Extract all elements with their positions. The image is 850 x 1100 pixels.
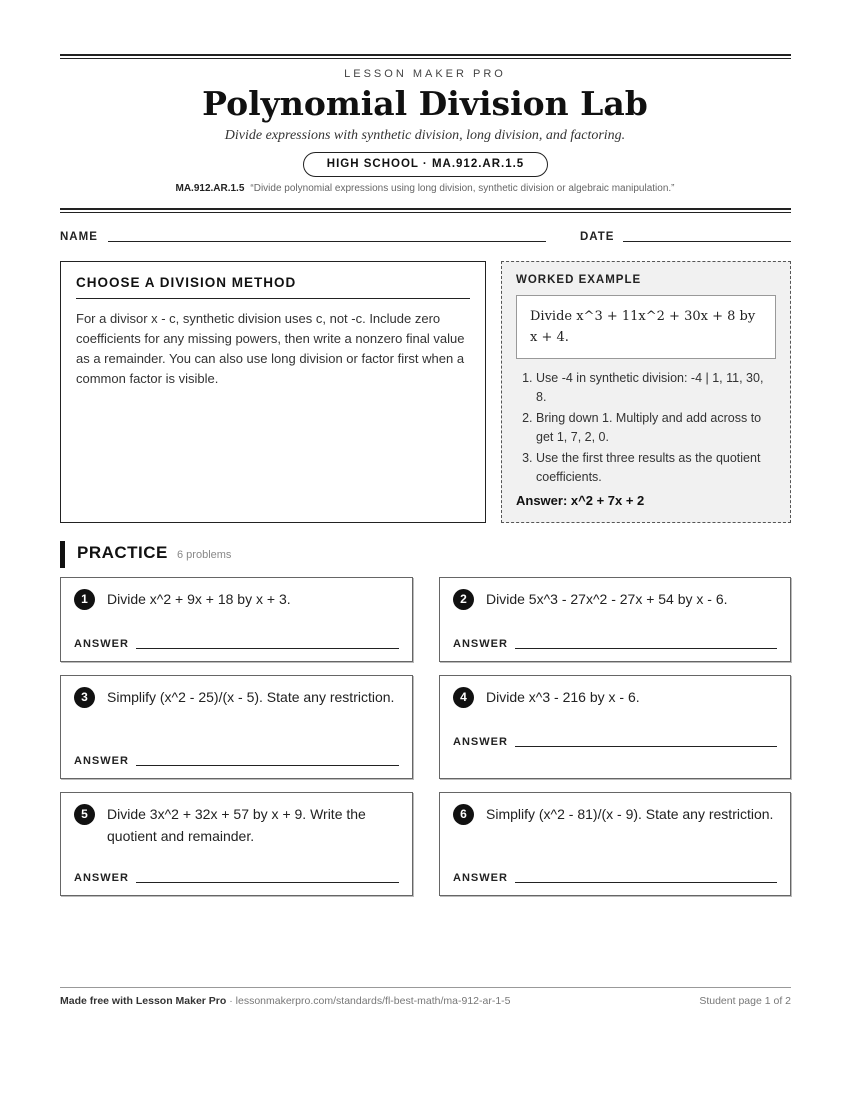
footer-made-with: Made free with Lesson Maker Pro	[60, 995, 227, 1007]
problem-card-2	[439, 577, 791, 662]
example-step: 2. Bring down 1. Multiply and add across to get 1, 7, 2, 0.	[536, 409, 776, 447]
example-title: WORKED EXAMPLE	[516, 274, 642, 286]
method-title: CHOOSE A DIVISION METHOD	[76, 275, 470, 299]
practice-accent-bar	[60, 541, 65, 568]
standard-line	[0, 183, 850, 194]
answer-line[interactable]	[136, 882, 399, 883]
footer-credit: Made free with Lesson Maker Pro · lessonmakerpro.com/standards/fl-best-math/ma-912-ar-1-5	[60, 995, 511, 1007]
level-badge: HIGH SCHOOL · MA.912.AR.1.5	[303, 152, 548, 177]
page-subtitle: Divide expressions with synthetic division, long division, and factoring.	[224, 128, 626, 143]
answer-label: ANSWER	[74, 755, 129, 767]
standard-text: “Divide polynomial expressions using long division, synthetic division or algebraic manipulation.”	[250, 183, 675, 194]
problem-number-badge: 5	[74, 804, 95, 825]
problem-card-3	[60, 675, 413, 779]
answer-label: ANSWER	[74, 872, 129, 884]
practice-count: 6 problems	[177, 549, 232, 561]
example-step: 3. Use the first three results as the quotient coefficients.	[536, 449, 776, 487]
answer-line[interactable]	[136, 765, 399, 766]
problem-number-badge: 2	[453, 589, 474, 610]
answer-line[interactable]	[515, 648, 777, 649]
answer-line[interactable]	[515, 746, 777, 747]
problem-text: Simplify (x^2 - 25)/(x - 5). State any restriction.	[107, 689, 395, 705]
worked-example-panel	[501, 261, 791, 523]
footer-rule	[60, 987, 791, 988]
answer-label: ANSWER	[453, 872, 508, 884]
problem-number-badge: 1	[74, 589, 95, 610]
problem-number-badge: 4	[453, 687, 474, 708]
problem-card-1	[60, 577, 413, 662]
practice-title: PRACTICE	[77, 543, 168, 562]
problem-number-badge: 3	[74, 687, 95, 708]
answer-line[interactable]	[515, 882, 777, 883]
header-bottom-rule	[60, 208, 791, 213]
problem-text: Divide 5x^3 - 27x^2 - 27x + 54 by x - 6.	[486, 591, 728, 607]
page-title: Polynomial Division Lab	[202, 84, 648, 123]
problem-card-6	[439, 792, 791, 896]
name-label: NAME	[60, 231, 98, 243]
answer-label: ANSWER	[453, 638, 508, 650]
method-text: For a divisor x - c, synthetic division uses c, not -c. Include zero coefficients for any missing powers, then write a nonzero final value as a remainder. You can also use long division or factor first when a common factor is visible.	[76, 311, 465, 386]
name-line[interactable]	[108, 241, 546, 242]
brand-label: LESSON MAKER PRO	[344, 68, 506, 80]
header-top-rule	[60, 54, 791, 59]
problem-text: Divide x^3 - 216 by x - 6.	[486, 689, 640, 705]
problem-text: Simplify (x^2 - 81)/(x - 9). State any restriction.	[486, 806, 774, 822]
problem-card-4	[439, 675, 791, 779]
problem-text: Divide x^2 + 9x + 18 by x + 3.	[107, 591, 291, 607]
standard-code: MA.912.AR.1.5	[175, 183, 245, 194]
date-label: DATE	[580, 231, 615, 243]
method-panel	[60, 261, 486, 523]
example-prompt: Divide x^3 + 11x^2 + 30x + 8 by x + 4.	[516, 295, 776, 359]
problem-text: Divide 3x^2 + 32x + 57 by x + 9. Write the quotient and remainder.	[107, 806, 366, 844]
footer-url[interactable]: lessonmakerpro.com/standards/fl-best-math/ma-912-ar-1-5	[235, 995, 511, 1007]
answer-label: ANSWER	[453, 736, 508, 748]
example-steps	[516, 369, 776, 487]
date-line[interactable]	[623, 241, 791, 242]
problem-card-5	[60, 792, 413, 896]
example-step: 1. Use -4 in synthetic division: -4 | 1, 11, 30, 8.	[536, 369, 776, 407]
footer-page-number: Student page 1 of 2	[699, 995, 791, 1007]
problem-number-badge: 6	[453, 804, 474, 825]
answer-line[interactable]	[136, 648, 399, 649]
answer-label: ANSWER	[74, 638, 129, 650]
example-answer: Answer: x^2 + 7x + 2	[516, 493, 645, 508]
